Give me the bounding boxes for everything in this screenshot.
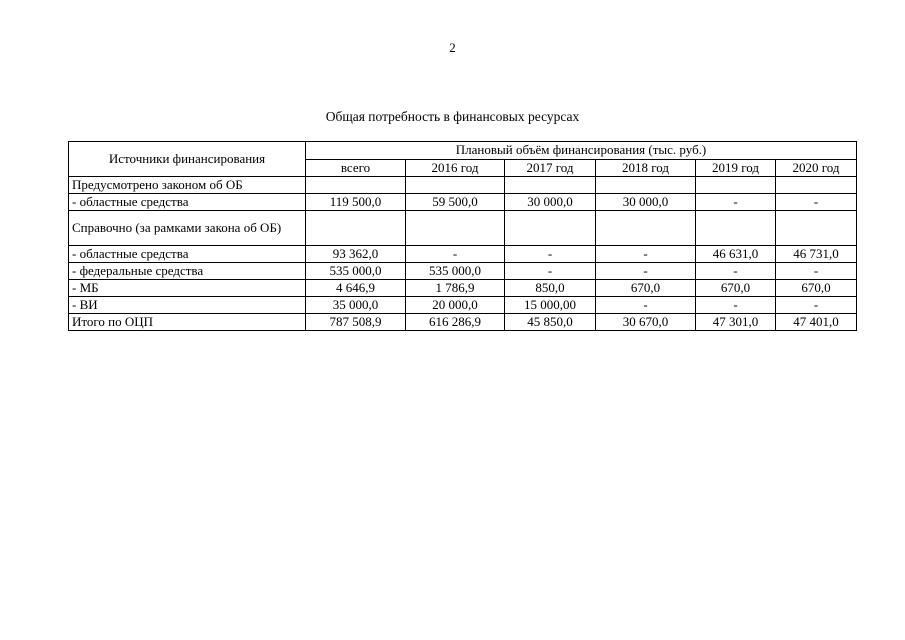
- row-label: - федеральные средства: [69, 263, 306, 280]
- cell-value: [306, 211, 406, 246]
- header-planned-volume: Плановый объём финансирования (тыс. руб.): [306, 142, 857, 160]
- cell-value: -: [596, 297, 696, 314]
- cell-value: -: [596, 246, 696, 263]
- cell-value: [776, 211, 857, 246]
- column-header: всего: [306, 159, 406, 177]
- table-row: [69, 263, 857, 280]
- row-label: Предусмотрено законом об ОБ: [69, 177, 306, 194]
- cell-value: -: [596, 263, 696, 280]
- cell-value: 1 786,9: [406, 280, 505, 297]
- column-header: 2017 год: [505, 159, 596, 177]
- cell-value: 670,0: [596, 280, 696, 297]
- cell-value: -: [776, 263, 857, 280]
- column-header: 2016 год: [406, 159, 505, 177]
- row-label: - областные средства: [69, 246, 306, 263]
- cell-value: 30 000,0: [505, 194, 596, 211]
- page-number: 2: [449, 40, 456, 55]
- cell-value: [406, 211, 505, 246]
- header-source: Источники финансирования: [69, 142, 306, 177]
- cell-value: 787 508,9: [306, 314, 406, 331]
- cell-value: 119 500,0: [306, 194, 406, 211]
- cell-value: -: [776, 194, 857, 211]
- cell-value: 670,0: [776, 280, 857, 297]
- table-row: [69, 194, 857, 211]
- document-title: Общая потребность в финансовых ресурсах: [325, 109, 580, 124]
- row-label: - ВИ: [69, 297, 306, 314]
- cell-value: [696, 177, 776, 194]
- cell-value: 616 286,9: [406, 314, 505, 331]
- cell-value: 46 631,0: [696, 246, 776, 263]
- row-label: - МБ: [69, 280, 306, 297]
- table-row: [69, 211, 857, 246]
- table-row: [69, 297, 857, 314]
- column-header: 2020 год: [776, 159, 857, 177]
- row-label: Справочно (за рамками закона об ОБ): [69, 211, 306, 246]
- column-header: 2019 год: [696, 159, 776, 177]
- cell-value: -: [776, 297, 857, 314]
- cell-value: 93 362,0: [306, 246, 406, 263]
- cell-value: [596, 177, 696, 194]
- cell-value: [596, 211, 696, 246]
- cell-value: 850,0: [505, 280, 596, 297]
- table-row-total: [69, 314, 857, 331]
- cell-value: -: [406, 246, 505, 263]
- cell-value: 45 850,0: [505, 314, 596, 331]
- cell-value: 15 000,00: [505, 297, 596, 314]
- column-header: 2018 год: [596, 159, 696, 177]
- cell-value: 59 500,0: [406, 194, 505, 211]
- cell-value: -: [505, 246, 596, 263]
- cell-value: -: [505, 263, 596, 280]
- cell-value: -: [696, 263, 776, 280]
- financing-table: [68, 141, 857, 331]
- cell-value: [696, 211, 776, 246]
- cell-value: 47 401,0: [776, 314, 857, 331]
- cell-value: 46 731,0: [776, 246, 857, 263]
- row-label: - областные средства: [69, 194, 306, 211]
- cell-value: [505, 211, 596, 246]
- table-row: [69, 177, 857, 194]
- cell-value: 535 000,0: [406, 263, 505, 280]
- cell-value: 670,0: [696, 280, 776, 297]
- cell-value: 30 670,0: [596, 314, 696, 331]
- cell-value: [306, 177, 406, 194]
- cell-value: -: [696, 194, 776, 211]
- table-row: [69, 280, 857, 297]
- cell-value: -: [696, 297, 776, 314]
- table-row: [69, 246, 857, 263]
- cell-value: 35 000,0: [306, 297, 406, 314]
- row-label: Итого по ОЦП: [69, 314, 306, 331]
- cell-value: [776, 177, 857, 194]
- cell-value: [505, 177, 596, 194]
- cell-value: [406, 177, 505, 194]
- cell-value: 20 000,0: [406, 297, 505, 314]
- cell-value: 47 301,0: [696, 314, 776, 331]
- cell-value: 535 000,0: [306, 263, 406, 280]
- cell-value: 4 646,9: [306, 280, 406, 297]
- cell-value: 30 000,0: [596, 194, 696, 211]
